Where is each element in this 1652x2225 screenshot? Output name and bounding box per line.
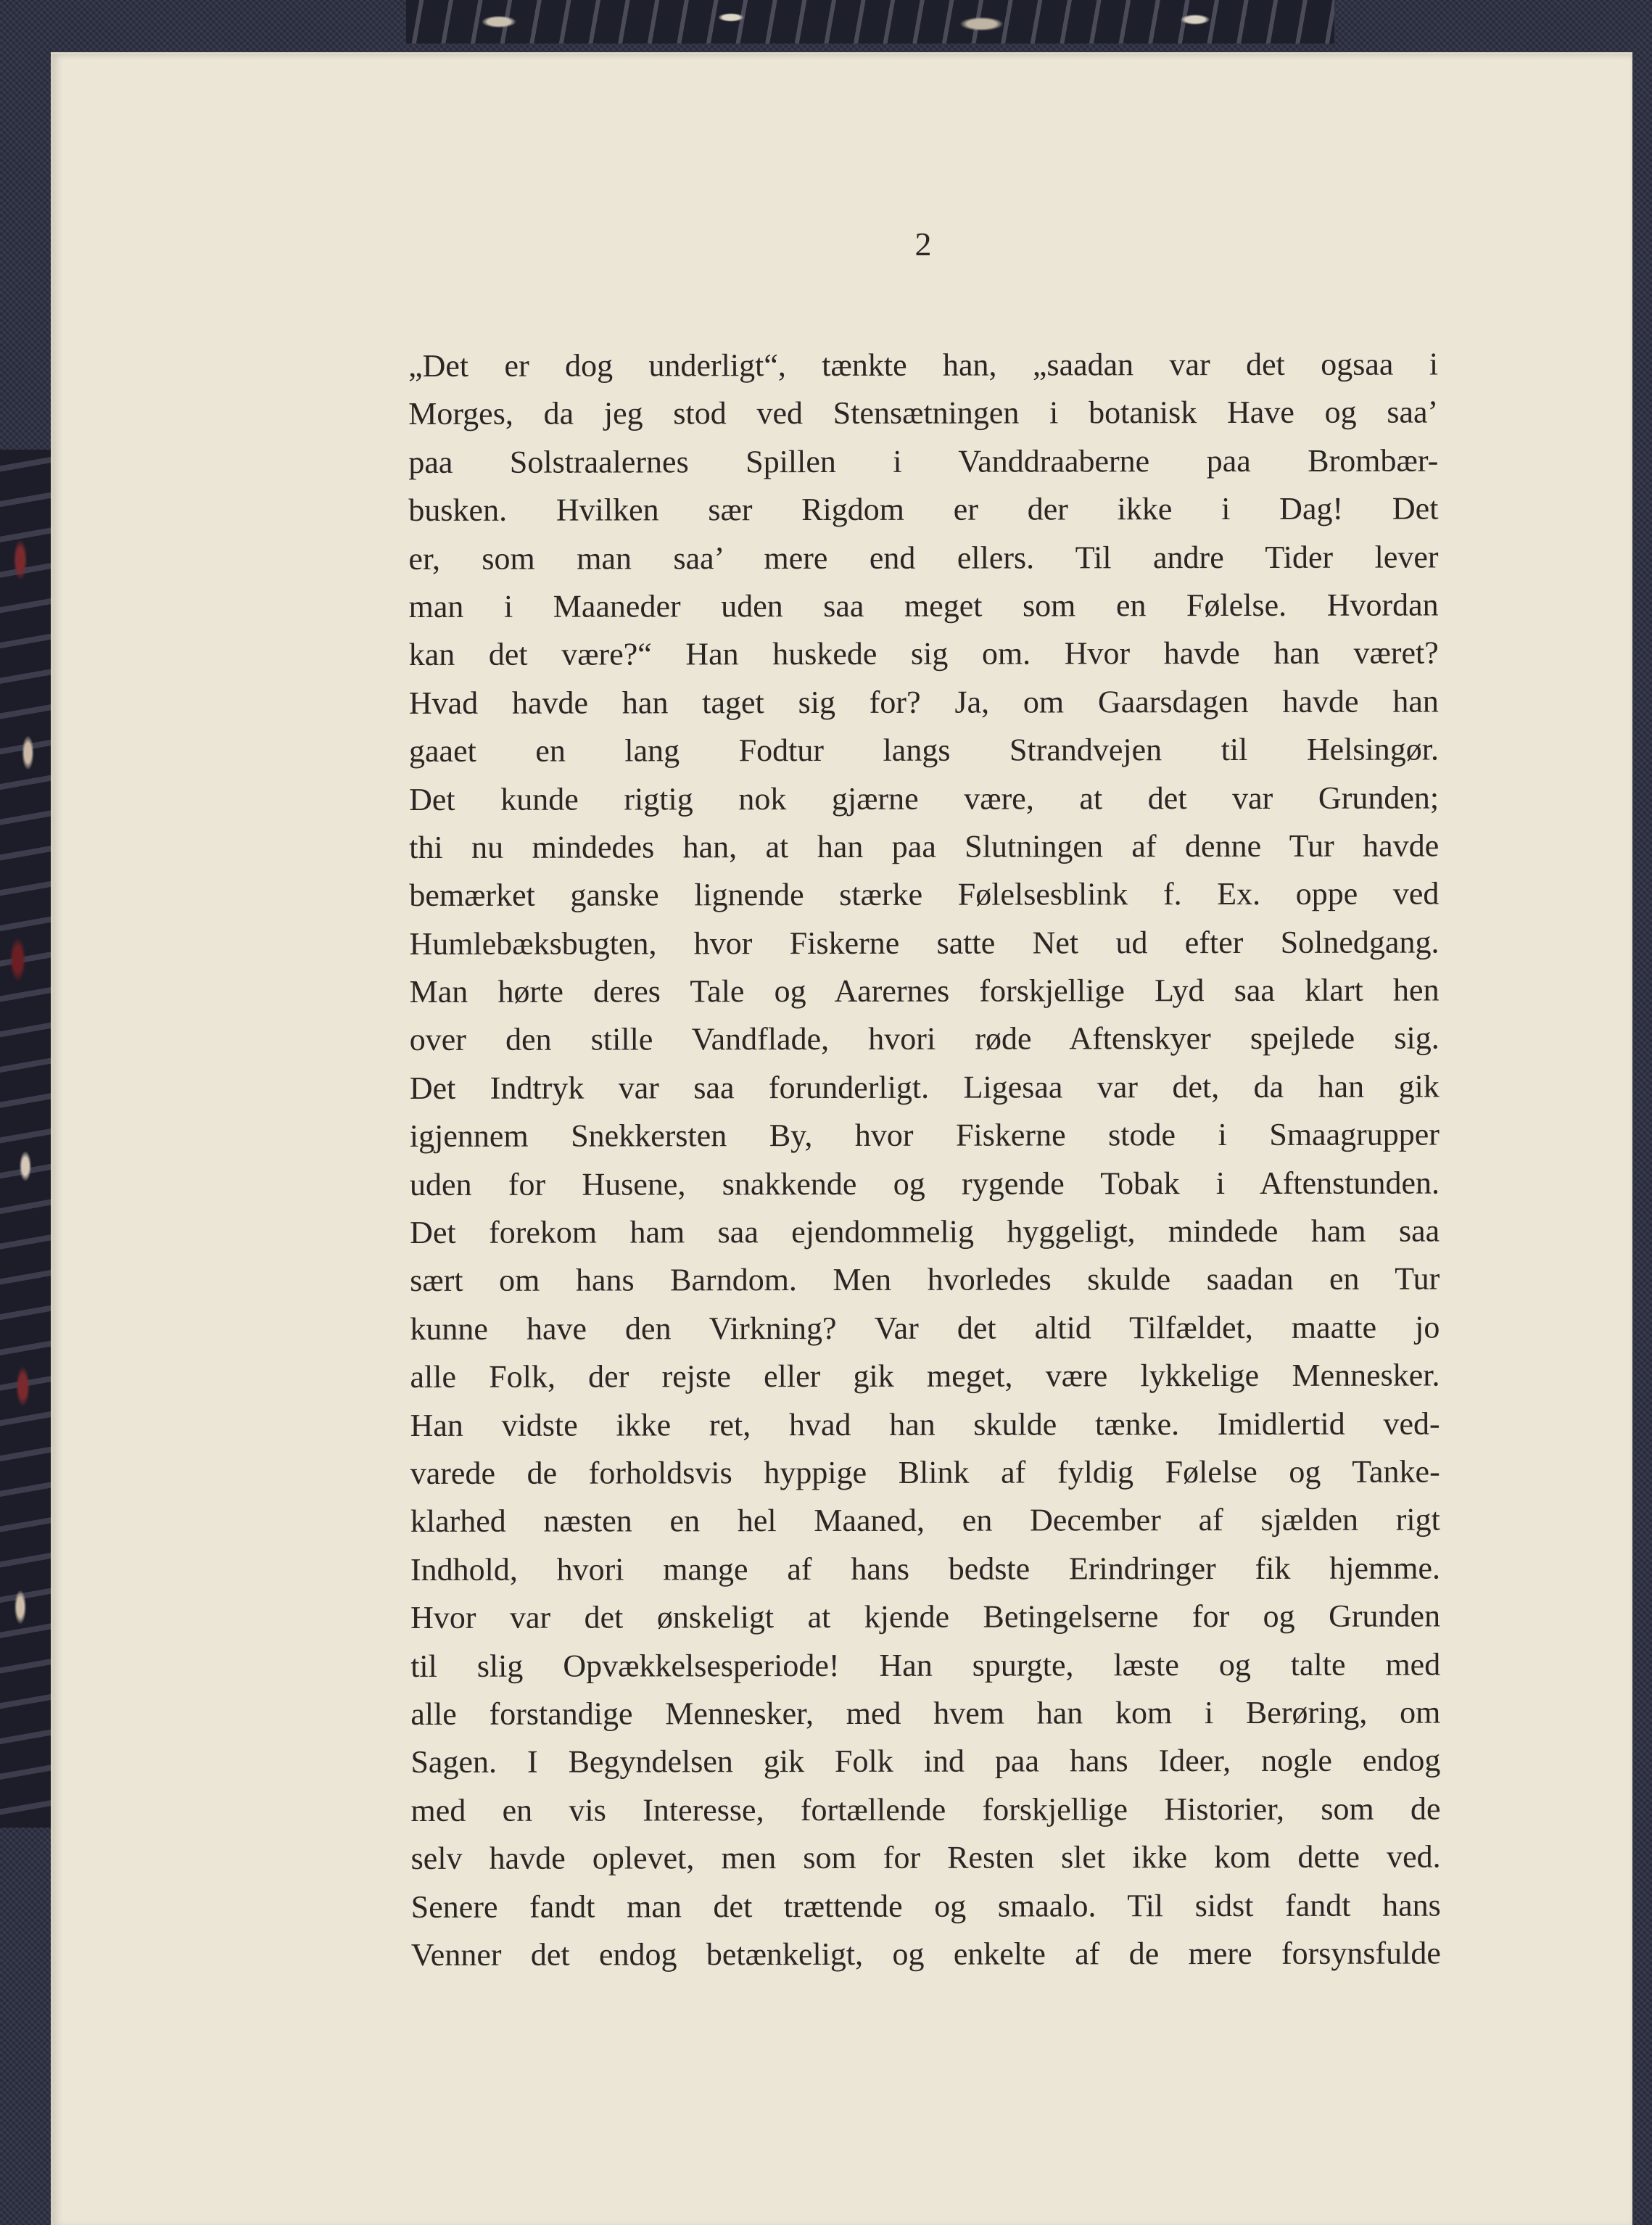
text-line: alle forstandige Mennesker, med hvem han kom i Berøring, om [410,1694,1441,1732]
text-line: selv havde oplevet, men som for Resten slet ikke kom dette ved. [410,1838,1441,1877]
text-line: til slig Opvækkelsesperiode! Han spurgte, læste og talte med [410,1646,1441,1684]
text-line: paa Solstraalernes Spillen i Vanddraaberne paa Brombær- [408,442,1439,480]
text-line: Det Indtryk var saa forunderligt. Ligesaa var det, da han gik [409,1068,1440,1106]
text-line: sært om hans Barndom. Men hvorledes skulde saadan en Tur [410,1260,1440,1299]
text-line: „Det er dog underligt“, tænkte han, „saadan var det ogsaa i [408,346,1439,384]
marbled-cover-edge-top [406,0,1334,44]
text-line: Det kunde rigtig nok gjærne være, at det var Grunden; [409,780,1440,817]
text-line: Man hørte deres Tale og Aarernes forskjellige Lyd saa klart hen [409,972,1440,1010]
text-line: med en vis Interesse, fortællende forskjellige Historier, som de [410,1791,1441,1828]
text-line: kan det være?“ Han huskede sig om. Hvor havde han været? [408,635,1439,673]
text-line: Hvad havde han taget sig for? Ja, om Gaarsdagen havde han [408,683,1439,721]
text-line: Han vidste ikke ret, hvad han skulde tænke. Imidlertid ved- [410,1405,1440,1443]
text-line: Det forekom ham saa ejendommelig hyggeligt, mindede ham saa [410,1213,1440,1251]
text-line: Humlebæksbugten, hvor Fiskerne satte Net ud efter Solnedgang. [409,924,1440,962]
page-number: 2 [914,226,932,263]
text-line: Sagen. I Begyndelsen gik Folk ind paa hans Ideer, nogle endog [410,1742,1441,1780]
text-line: varede de forholdsvis hyppige Blink af fyldig Følelse og Tanke- [410,1453,1440,1491]
text-line: Senere fandt man det trættende og smaalo. Til sidst fandt hans [410,1887,1441,1925]
text-line: thi nu mindedes han, at han paa Slutningen af denne Tur havde [409,827,1440,865]
text-line: er, som man saa’ mere end ellers. Til andre Tider lever [408,539,1439,577]
text-line: busken. Hvilken sær Rigdom er der ikke i Dag! Det [408,490,1439,529]
text-line: alle Folk, der rejste eller gik meget, være lykkelige Mennesker. [410,1357,1440,1395]
text-line: bemærket ganske lignende stærke Følelsesblink f. Ex. oppe ved [409,875,1440,914]
text-line: over den stille Vandflade, hvori røde Aftenskyer spejlede sig. [409,1020,1440,1058]
text-line: klarhed næsten en hel Maaned, en December af sjælden rigt [410,1501,1440,1540]
paper-page [51,52,1632,2225]
text-line: man i Maaneder uden saa meget som en Følelse. Hvordan [408,587,1439,624]
text-line: Hvor var det ønskeligt at kjende Betingelserne for og Grunden [410,1598,1441,1636]
marbled-cover-edge-left [0,450,51,1828]
text-line: gaaet en lang Fodtur langs Strandvejen til Helsingør. [408,731,1440,769]
text-line: kunne have den Virkning? Var det altid Tilfældet, maatte jo [410,1309,1440,1347]
body-text [408,341,1441,1980]
text-line: Morges, da jeg stod ved Stensætningen i botanisk Have og saa’ [408,394,1439,432]
text-line: uden for Husene, snakkende og rygende Tobak i Aftenstunden. [409,1165,1440,1202]
text-line: Venner det endog betænkeligt, og enkelte af de mere forsynsfulde [410,1935,1441,1973]
text-line: Indhold, hvori mange af hans bedste Erindringer fik hjemme. [410,1550,1440,1588]
text-line: igjennem Snekkersten By, hvor Fiskerne stode i Smaagrupper [409,1116,1440,1155]
